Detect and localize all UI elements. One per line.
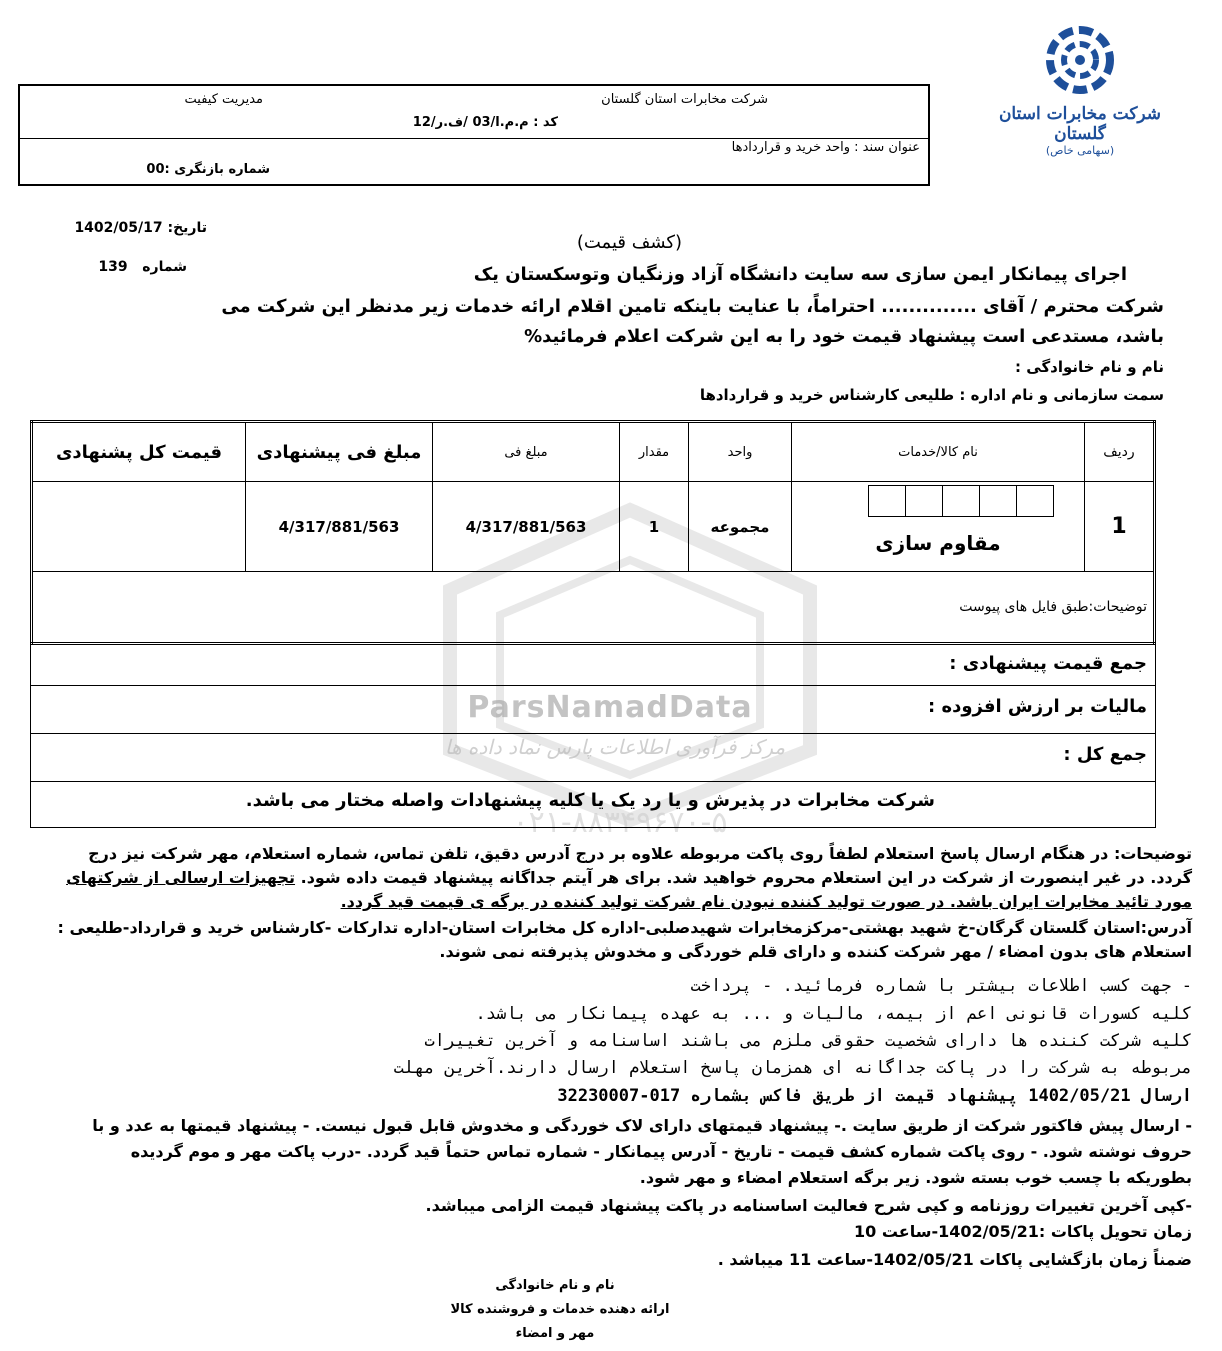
cell-offer-total xyxy=(32,482,246,572)
col-qty-header: مقدار xyxy=(620,422,689,482)
notes-line-5: استعلام های بدون امضاء / مهر شرکت کننده و دارای قلم خوردگی و مخدوش پذیرفته نمی شوند. xyxy=(439,942,1192,961)
notes-line-3: مورد تائید مخابرات ایران باشد. در صورت تولید کننده نبودن نام شرکت تولید کننده در برگه ی قیمت قید گردد. xyxy=(340,892,1192,911)
date-row xyxy=(74,220,207,236)
number-row xyxy=(98,259,187,275)
watermark-subtitle: مرکز فرآوری اطلاعات پارس نماد داده ها xyxy=(444,735,786,759)
notes-line-6: - جهت کسب اطلاعات بیشتر با شماره فرمائید. - پرداخت xyxy=(690,976,1192,996)
date-label: تاریخ: xyxy=(167,220,207,236)
notes-line-12: حروف نوشته شود. - روی پاکت شماره کشف قیمت - تاریخ - آدرس پیمانکار - شماره تماس حتماً قید گردد. -درب پاکت مهر و موم گردیده xyxy=(130,1142,1192,1161)
table-row xyxy=(32,482,1155,572)
date-value: 1402/05/17 xyxy=(74,220,163,236)
cell-offer-unit-price: 4/317/881/563 xyxy=(246,482,433,572)
notes-line-10: ارسال 1402/05/21 پیشنهاد قیمت از طریق فاکس بشماره 017-32230007 xyxy=(557,1086,1192,1106)
notes-line-1: توضیحات: در هنگام ارسال پاسخ استعلام لطفاً روی پاکت مربوطه علاوه بر درج آدرس دقیق، تلفن تماس، شماره استعلام، مهر شرکت نیز درج xyxy=(88,844,1192,863)
company-logo xyxy=(985,20,1175,157)
signature-name: نام و نام خانوادگی xyxy=(495,1278,615,1293)
notes-line-2 xyxy=(66,868,1192,887)
watermark-text: ParsNamadData xyxy=(467,690,753,725)
item-name: مقاوم سازی xyxy=(875,530,1001,555)
vat-label: مالیات بر ارزش افزوده : xyxy=(927,696,1147,717)
header-dept: مدیریت کیفیت xyxy=(184,92,263,107)
cell-item xyxy=(792,482,1085,572)
note-row xyxy=(30,782,1156,828)
telecom-logo-icon xyxy=(1025,20,1135,100)
document-header xyxy=(18,84,930,186)
watermark-phone: ۰۲۱-۸۸۳۴۹۶۷۰-۵ xyxy=(512,805,728,840)
notes-line-11: - ارسال پیش فاکتور شرکت از طریق سایت .- پیشنهاد قیمتهای دارای لاک خوردگی و مخدوش قابل قبول نیست. - پیشنهاد قیمتها به عدد و با xyxy=(92,1116,1192,1135)
vat-row xyxy=(30,686,1156,734)
items-table xyxy=(30,420,1156,645)
total-label: جمع کل : xyxy=(1063,744,1147,765)
notes-line-8: کلیه شرکت کننده ها دارای شخصیت حقوقی ملزم می باشند اساسنامه و آخرین تغییرات xyxy=(424,1031,1192,1051)
total-row xyxy=(30,734,1156,782)
notes-line-9: مربوطه به شرکت را در پاکت جداگانه ای همزمان پاسخ استعلام ارسال دارند.آخرین مهلت xyxy=(393,1058,1192,1078)
logo-subtitle: (سهامی خاص) xyxy=(1045,144,1115,157)
sum-row xyxy=(30,644,1156,686)
col-unit-header: واحد xyxy=(689,422,792,482)
sum-label: جمع قیمت پیشنهادی : xyxy=(949,653,1147,674)
col-offer-unit-price-header: مبلغ فی پیشنهادی xyxy=(246,422,433,482)
notes-line-4: آدرس:استان گلستان گرگان-خ شهید بهشتی-مرکزمخابرات شهیدصلبی-اداره کل مخابرات استان-اداره تدارکات -کارشناس خرید و قرارداد-طلیعی : xyxy=(57,918,1192,937)
cell-unit: مجموعه xyxy=(689,482,792,572)
table-desc-row xyxy=(32,572,1155,644)
cell-row: 1 xyxy=(1085,482,1155,572)
notes-line-7: کلیه کسورات قانونی اعم از بیمه، مالیات و ... به عهده پیمانکار می باشد. xyxy=(475,1004,1192,1024)
number-label: شماره xyxy=(142,259,187,275)
col-unit-price-header: مبلغ فی xyxy=(433,422,620,482)
notes-line-14: -کپی آخرین تغییرات روزنامه و کپی شرح فعالیت اساسنامه در پاکت پیشنهاد قیمت الزامی میباشد. xyxy=(425,1196,1192,1215)
table-desc: توضیحات:طبق فایل های پیوست xyxy=(32,572,1155,644)
name-label: نام و نام خانوادگی : xyxy=(1015,358,1164,376)
number-value: 139 xyxy=(98,259,128,275)
acceptance-note: شرکت مخابرات در پذیرش و یا رد یک یا کلیه پیشنهادات واصله مختار می باشد. xyxy=(245,790,935,811)
notes-line-2b: تجهیزات ارسالی از شرکتهای xyxy=(66,868,296,887)
header-code: کد : م.م.ا/03 /ف.ر/12 xyxy=(412,115,558,130)
col-item-header: نام کالا/خدمات xyxy=(792,422,1085,482)
header-revision: شماره بازنگری :00 xyxy=(146,162,270,177)
signature-stamp: مهر و امضاء xyxy=(515,1326,595,1341)
col-row-header: ردیف xyxy=(1085,422,1155,482)
col-offer-total-header: قیمت کل پشنهادی xyxy=(32,422,246,482)
cell-qty: 1 xyxy=(620,482,689,572)
page-title: (کشف قیمت) xyxy=(576,232,682,253)
notes-line-2a: گردد. در غیر اینصورت از شرکت در این استعلام محروم خواهید شد. برای هر آیتم جداگانه پیشنهاد قیمت داده شود. xyxy=(300,868,1192,887)
notes-line-15: زمان تحویل پاکات :1402/05/21-ساعت 10 xyxy=(854,1222,1192,1241)
signature-role: ارائه دهنده خدمات و فروشنده کالا xyxy=(450,1302,670,1317)
greeting-line-2: باشد، مستدعی است پیشنهاد قیمت خود را به این شرکت اعلام فرمائید% xyxy=(524,326,1164,347)
cell-unit-price: 4/317/881/563 xyxy=(433,482,620,572)
org-label: سمت سازمانی و نام اداره : طلیعی کارشناس خرید و قراردادها xyxy=(699,386,1164,404)
code-boxes xyxy=(868,485,1054,517)
logo-text: شرکت مخابرات استان گلستان xyxy=(998,104,1162,144)
greeting-line-1: شرکت محترم / آقای .............. احتراماً، با عنایت باینکه تامین اقلام ارائه خدمات زیر مدنظر این شرکت می xyxy=(221,296,1164,317)
header-doc-title: عنوان سند : واحد خرید و قراردادها xyxy=(731,140,920,155)
notes-line-13: بطوریکه با چسب خوب بسته شود. زیر برگه استعلام امضاء و مهر شود. xyxy=(639,1168,1192,1187)
table-header-row xyxy=(32,422,1155,482)
notes-line-16: ضمناً زمان بازگشایی پاکات 1402/05/21-ساعت 11 میباشد . xyxy=(717,1250,1192,1269)
header-divider xyxy=(20,138,928,139)
subject-line: اجرای پیمانکار ایمن سازی سه سایت دانشگاه آزاد وزنگیان وتوسکستان یک xyxy=(473,264,1127,285)
header-company: شرکت مخابرات استان گلستان xyxy=(601,92,768,107)
